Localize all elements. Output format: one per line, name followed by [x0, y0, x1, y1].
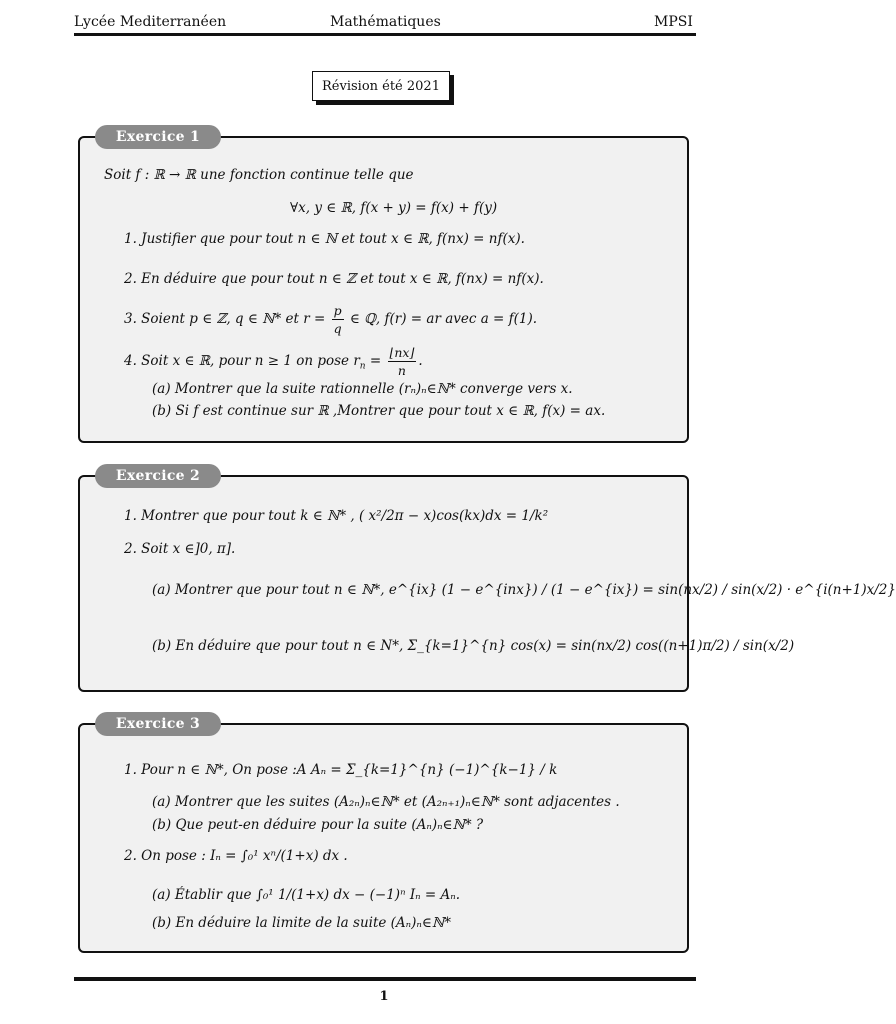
header-school: Lycée Mediterranéen: [74, 14, 227, 30]
footer-rule: [74, 977, 696, 981]
ex3-q2a-formula: ∫₀¹ 1/(1+x) dx − (−1)ⁿ Iₙ = Aₙ.: [255, 887, 461, 903]
ex1-q3-den: q: [333, 321, 342, 336]
ex1-question-4a: (a) Montrer que la suite rationnelle (rₙ)ₙ∈ℕ* converge vers x.: [152, 381, 573, 397]
exercise-3-tag: Exercice 3: [95, 712, 221, 736]
ex3-question-2b: (b) En déduire la limite de la suite (Aₙ)ₙ∈ℕ*: [152, 915, 451, 931]
ex2-q2a-formula: e^{ix} (1 − e^{inx}) / (1 − e^{ix}) = sin(nx/2) / sin(x/2) · e^{i(n+1)x/2}: [388, 582, 896, 598]
ex3-q2a-pre: (a) Établir que: [152, 887, 252, 903]
page-number: 1: [379, 989, 389, 1004]
exercise-2-tag: Exercice 2: [95, 464, 221, 488]
exercise-1-tag: Exercice 1: [95, 125, 221, 149]
ex1-q4-eq: =: [369, 353, 382, 369]
ex1-q3-num: p: [333, 303, 342, 318]
ex1-q4-sub: n: [359, 361, 366, 372]
ex1-q4-den: n: [397, 363, 406, 378]
ex3-question-1a: (a) Montrer que les suites (A₂ₙ)ₙ∈ℕ* et (A₂ₙ₊₁)ₙ∈ℕ* sont adjacentes .: [152, 794, 620, 810]
ex1-equation: ∀x, y ∈ ℝ, f(x + y) = f(x) + f(y): [290, 200, 498, 216]
ex3-q2-pre: 2. On pose :: [124, 848, 206, 864]
ex2-q2b-pre: (b) En déduire que pour tout n ∈ N*,: [152, 638, 404, 654]
ex1-question-2: 2. En déduire que pour tout n ∈ ℤ et tout x ∈ ℝ, f(nx) = nf(x).: [124, 271, 544, 287]
header-rule: [74, 33, 696, 36]
header-class: MPSI: [654, 14, 693, 30]
ex3-q2-formula: Iₙ = ∫₀¹ xⁿ/(1+x) dx .: [210, 848, 348, 864]
ex3-question-2a: [152, 887, 460, 903]
ex1-question-4: 4. Soit x ∈ ℝ, pour n ≥ 1 on pose $r_n$ = $\frac{⌊nx⌋}{n}$ .: [124, 345, 423, 378]
ex2-q2b-formula: Σ_{k=1}^{n} cos(x) = sin(nx/2) cos((n+1)π/2) / sin(x/2): [407, 638, 795, 654]
ex1-question-1: 1. Justifier que pour tout n ∈ ℕ et tout x ∈ ℝ, f(nx) = nf(x).: [124, 231, 525, 247]
ex1-q3-pre: 3. Soient p ∈ ℤ, q ∈ ℕ* et r =: [124, 311, 326, 327]
ex2-q2a-pre: (a) Montrer que pour tout n ∈ ℕ*,: [152, 582, 385, 598]
ex2-question-1: [124, 508, 548, 524]
ex1-intro: Soit f : ℝ → ℝ une fonction continue telle que: [104, 167, 414, 183]
ex1-q4-fraction: [388, 345, 417, 378]
ex1-q3-post: ∈ ℚ, f(r) = ar avec a = f(1).: [349, 311, 538, 327]
ex2-question-2b: [152, 638, 794, 654]
ex3-question-1b: (b) Que peut-en déduire pour la suite (Aₙ)ₙ∈ℕ* ?: [152, 817, 484, 833]
ex1-question-3: [124, 303, 537, 336]
ex2-q1-pre: 1. Montrer que pour tout k ∈ ℕ* ,: [124, 508, 355, 524]
ex1-q4-pre: 4. Soit x ∈ ℝ, pour n ≥ 1 on pose r: [124, 353, 360, 369]
ex2-question-2a: [152, 582, 896, 598]
ex3-question-1: [124, 762, 557, 778]
ex3-q1-formula: Aₙ = Σ_{k=1}^{n} (−1)^{k−1} / k: [310, 762, 558, 778]
ex1-q4-num: ⌊nx⌋: [389, 345, 415, 360]
ex3-q1-pre: 1. Pour n ∈ ℕ*, On pose :A: [124, 762, 307, 778]
page-title: Révision été 2021: [312, 71, 450, 101]
header-subject: Mathématiques: [330, 14, 441, 30]
ex1-q3-fraction: [332, 303, 344, 336]
ex2-q1-body: ( x²/2π − x)cos(kx)dx = 1/k²: [358, 508, 549, 524]
ex1-question-4b: (b) Si f est continue sur ℝ ,Montrer que pour tout x ∈ ℝ, f(x) = ax.: [152, 403, 606, 419]
ex2-question-2: 2. Soit x ∈]0, π].: [124, 541, 236, 557]
ex3-question-2: [124, 848, 348, 864]
